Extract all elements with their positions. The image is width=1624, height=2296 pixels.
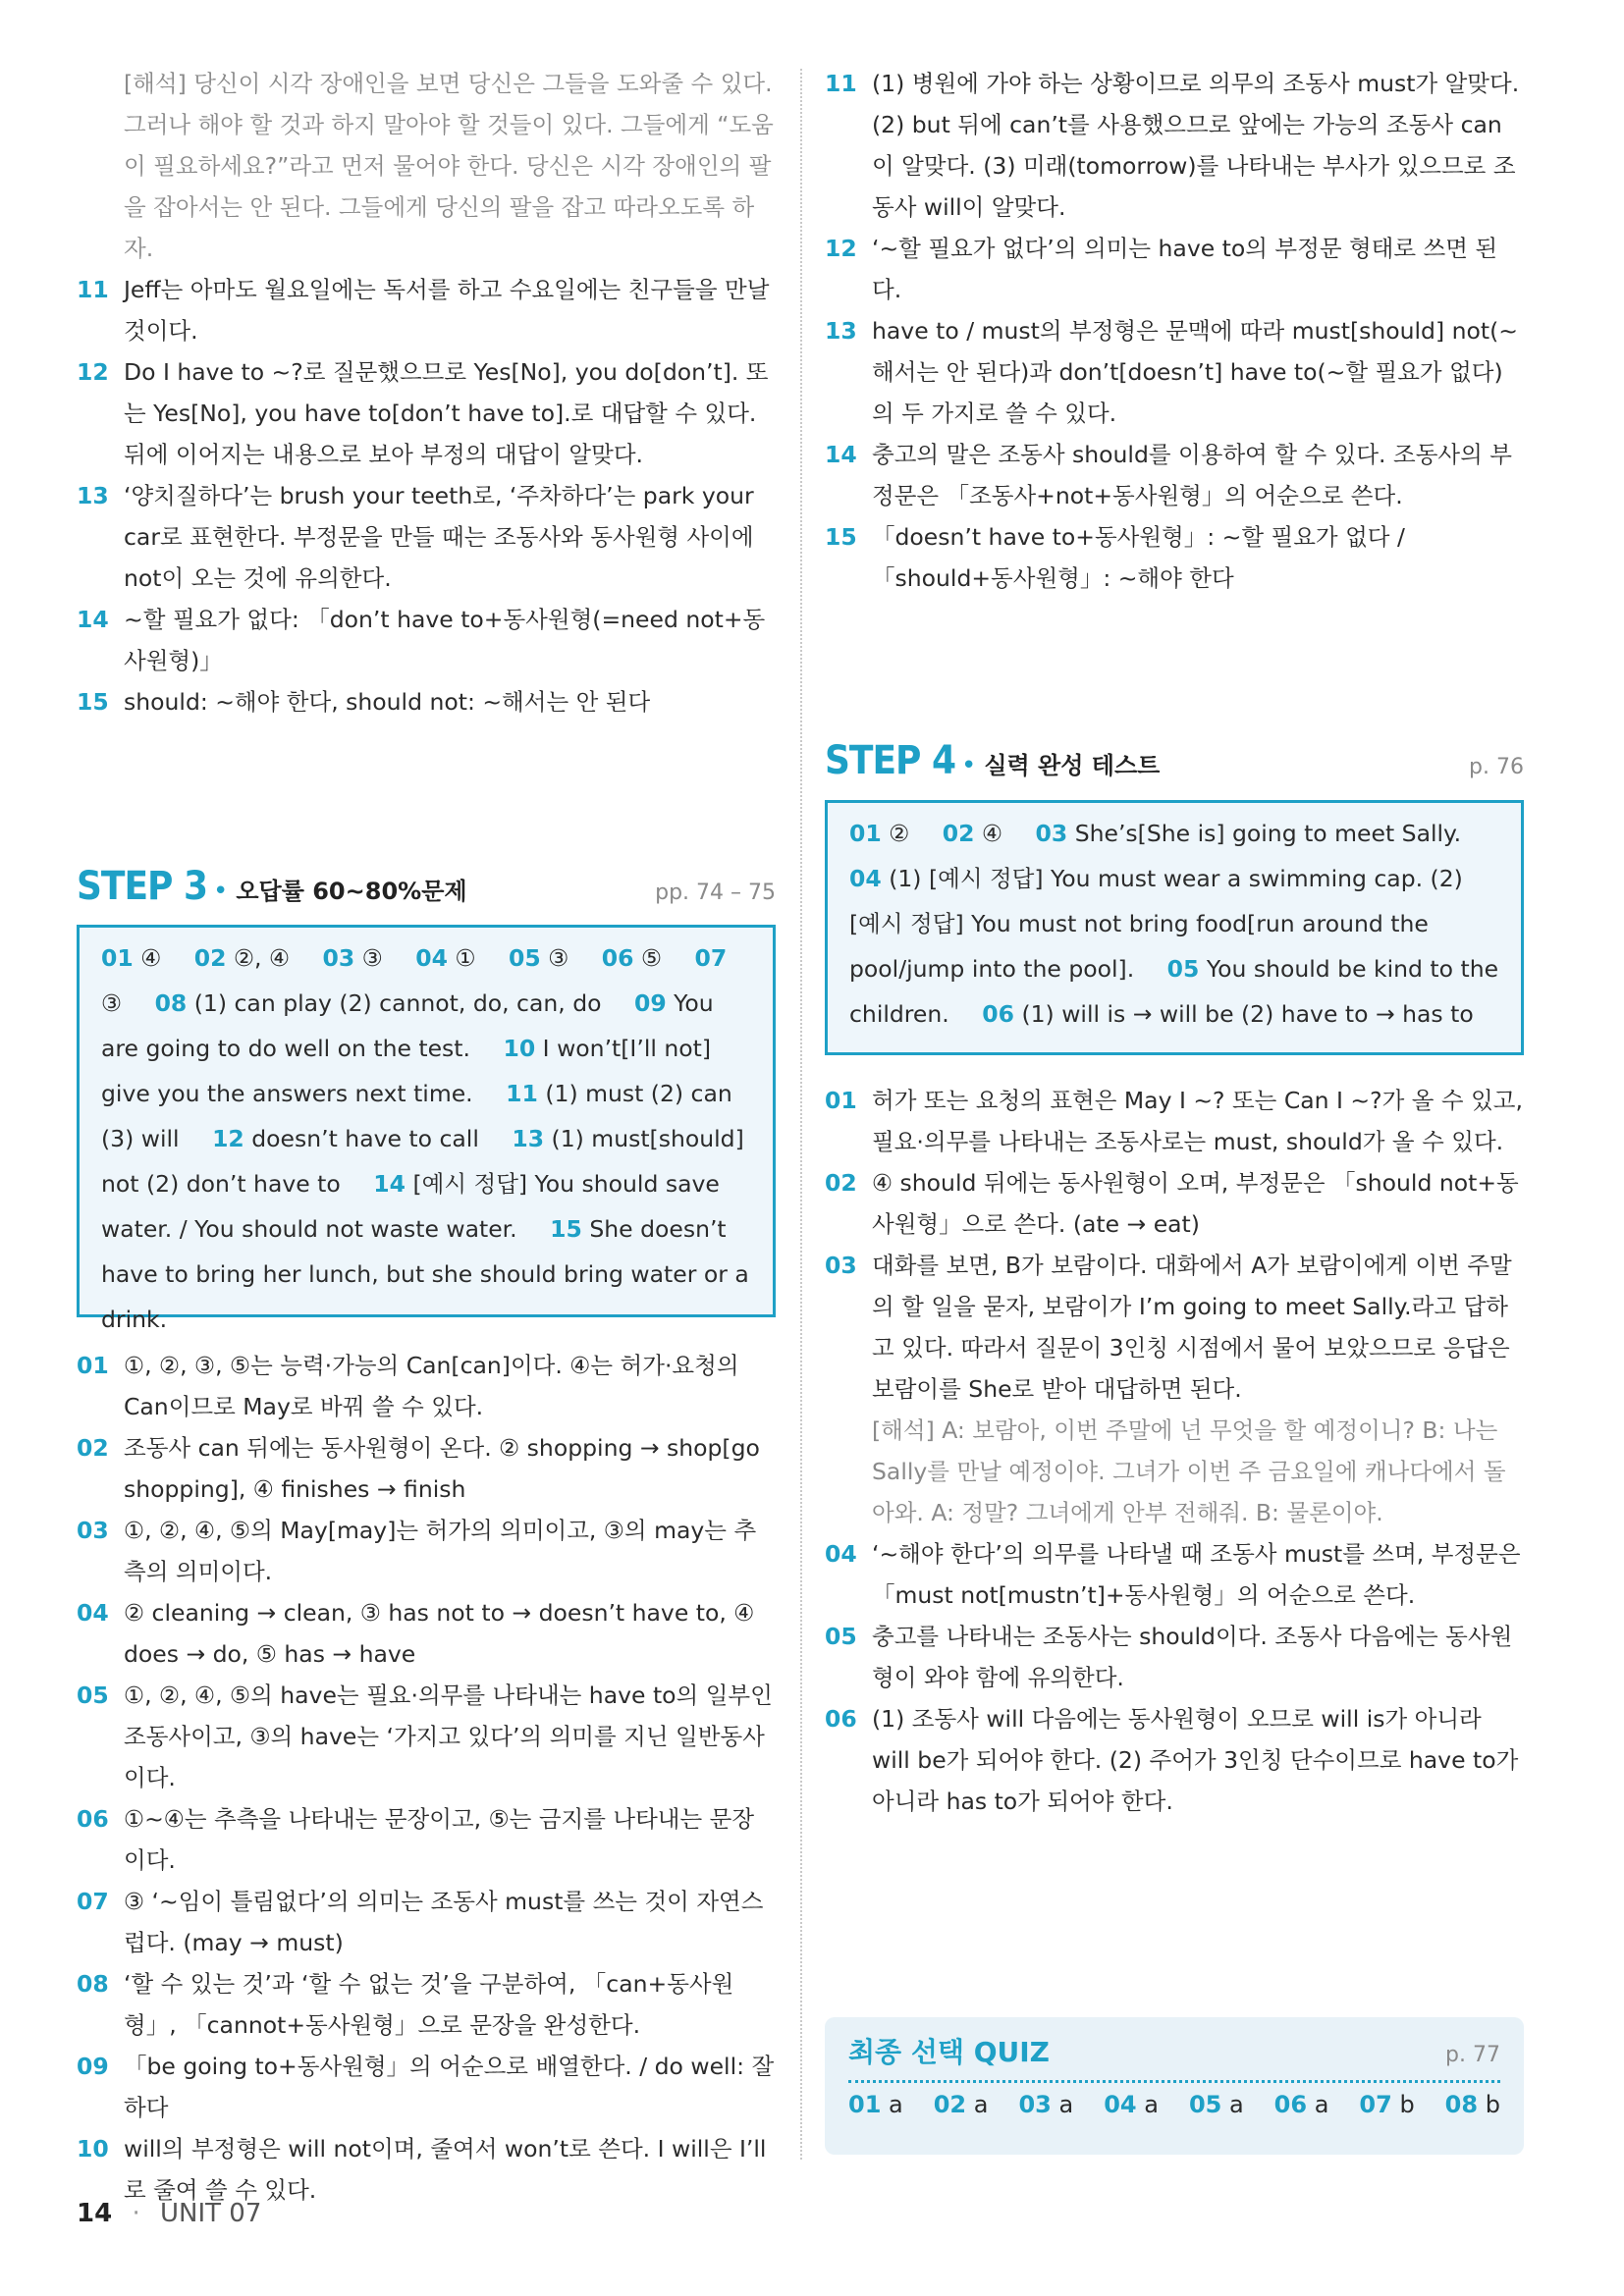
item-number: 04	[825, 1540, 857, 1568]
answer-item	[849, 820, 909, 847]
answer-text: ③	[548, 944, 569, 972]
answer-item	[943, 820, 1002, 847]
step3-subtitle: 오답률 60~80%문제	[236, 878, 467, 905]
quiz-item	[1018, 2091, 1073, 2118]
answer-number: 15	[550, 1215, 582, 1243]
item-text: ④ should 뒤에는 동사원형이 오며, 부정문은 「should not+동사원형」으로 쓴다. (ate → eat)	[872, 1169, 1519, 1238]
answer-item	[101, 944, 161, 972]
item-text: 충고를 나타내는 조동사는 should이다. 조동사 다음에는 동사원형이 와야 함에 유의한다.	[872, 1623, 1513, 1691]
answer-number: 13	[512, 1125, 545, 1152]
explanation-item	[825, 1533, 1524, 1616]
quiz-item	[1445, 2091, 1500, 2118]
explanation-item	[825, 1080, 1524, 1162]
quiz-number: 01	[848, 2091, 882, 2118]
column-divider	[800, 69, 802, 2160]
explanation-item	[825, 1162, 1524, 1245]
answer-number: 03	[322, 944, 355, 972]
answer-number: 14	[373, 1170, 406, 1198]
item-text: 「be going to+동사원형」의 어순으로 배열한다. / do well: 잘 하다	[124, 2053, 775, 2121]
item-number: 05	[825, 1623, 857, 1650]
explanation-item	[77, 1963, 776, 2046]
answer-number: 05	[509, 944, 541, 972]
item-text: ③ ‘~임이 틀림없다’의 의미는 조동사 must를 쓰는 것이 자연스럽다. (may → must)	[124, 1888, 764, 1956]
item-text: (1) 병원에 가야 하는 상황이므로 의무의 조동사 must가 알맞다. (2) but 뒤에 can’t를 사용했으므로 앞에는 가능의 조동사 can이 알맞다. (3) 미래(tomorrow)를 나타내는 부사가 있으므로 조동사 will이 알맞다.	[872, 70, 1520, 221]
bullet-icon: •	[960, 751, 977, 780]
item-text: 「doesn’t have to+동사원형」: ~할 필요가 없다 / 「should+동사원형」: ~해야 한다	[872, 523, 1405, 592]
step4-answer-box	[825, 800, 1524, 1055]
answer-text: (1) must (2) can (3) will	[101, 1080, 732, 1152]
answer-item	[323, 944, 383, 972]
answer-number: 05	[1166, 955, 1200, 983]
item-text: will의 부정형은 will not이며, 줄여서 won’t로 쓴다. I will은 I’ll로 줄여 쓸 수 있다.	[124, 2135, 767, 2204]
answer-text: (1) must[should] not (2) don’t have to	[101, 1125, 744, 1198]
item-number: 05	[77, 1682, 109, 1709]
item-text: 충고의 말은 조동사 should를 이용하여 할 수 있다. 조동사의 부정문은 「조동사+not+동사원형」의 어순으로 쓴다.	[872, 441, 1512, 509]
item-number: 04	[77, 1599, 109, 1627]
translation-note: [해석] 당신이 시각 장애인을 보면 당신은 그들을 도와줄 수 있다. 그러나 해야 할 것과 하지 말아야 할 것들이 있다. 그들에게 “도움이 필요하세요?”라고 먼저 물어야 한다. 당신은 시각 장애인의 팔을 잡아서는 안 된다. 그들에게 당신의 팔을 잡고 따라오도록 하자.	[124, 70, 774, 262]
explanation-item	[77, 1510, 776, 1592]
item-text: 대화를 보면, B가 보람이다. 대화에서 A가 보람이에게 이번 주말의 할 일을 묻자, 보람이가 I’m going to meet Sally.라고 답하고 있다. 따라서 질문이 3인칭 시점에서 물어 보았으므로 응답은 보람이를 She로 받아 대답하면 된다.	[872, 1252, 1512, 1403]
answer-number: 06	[601, 944, 634, 972]
quiz-item	[1189, 2091, 1244, 2118]
answer-text: ④	[140, 944, 162, 972]
quiz-answer: a	[1058, 2091, 1074, 2118]
quiz-title: 최종 선택 QUIZ	[848, 2036, 1050, 2068]
item-text: ①, ②, ③, ⑤는 능력·가능의 Can[can]이다. ④는 허가·요청의 Can이므로 May로 바꿔 쓸 수 있다.	[124, 1352, 739, 1420]
answer-number: 08	[154, 989, 188, 1017]
item-text: ~할 필요가 없다: 「don’t have to+동사원형(=need not+동사원형)」	[124, 606, 766, 674]
answer-text: (1) can play (2) cannot, do, can, do	[193, 989, 602, 1017]
explanation-item	[825, 516, 1524, 599]
answer-text: I won’t[I’ll not] give you the answers next time.	[101, 1035, 711, 1107]
answer-number: 02	[942, 820, 975, 847]
answer-item	[194, 944, 290, 972]
item-number: 13	[77, 482, 109, 509]
item-number: 11	[825, 70, 857, 97]
quiz-page-ref: p. 77	[1445, 2043, 1500, 2067]
item-number: 03	[77, 1517, 109, 1544]
answer-item	[155, 989, 602, 1017]
answer-number: 09	[633, 989, 667, 1017]
item-text: ‘양치질하다’는 brush your teeth로, ‘주차하다’는 park your car로 표현한다. 부정문을 만들 때는 조동사와 동사원형 사이에 not이 오는 것에 유의한다.	[124, 482, 754, 592]
item-text: ‘~할 필요가 없다’의 의미는 have to의 부정문 형태로 쓰면 된다.	[872, 235, 1498, 303]
answer-item	[1036, 820, 1462, 847]
answer-text: You are going to do well on the test.	[101, 989, 714, 1062]
quiz-number: 08	[1444, 2091, 1479, 2118]
explanation-item	[77, 1881, 776, 1963]
item-number: 11	[77, 276, 109, 303]
answer-text: ①	[455, 944, 476, 972]
item-number: 14	[825, 441, 857, 468]
answer-number: 04	[849, 865, 882, 892]
item-text: ② cleaning → clean, ③ has not to → doesn’t have to, ④ does → do, ⑤ has → have	[124, 1599, 755, 1668]
answer-text: (1) [예시 정답] You must wear a swimming cap. (2) [예시 정답] You must not bring food[run around the pool/jump into the pool].	[849, 865, 1463, 983]
answer-text: [예시 정답] You should save water. / You should not waste water.	[101, 1170, 720, 1243]
quiz-number: 05	[1188, 2091, 1222, 2118]
item-number: 12	[825, 235, 857, 262]
answer-text: ④	[981, 820, 1003, 847]
footer-dot: ·	[132, 2199, 140, 2228]
final-quiz-box	[825, 2017, 1524, 2155]
item-number: 07	[77, 1888, 109, 1915]
quiz-answers	[848, 2091, 1500, 2118]
quiz-answer: b	[1485, 2091, 1500, 2118]
item-number: 06	[77, 1805, 109, 1833]
answer-text: (1) will is → will be (2) have to → has to	[1021, 1000, 1474, 1028]
item-text: ①~④는 추측을 나타내는 문장이고, ⑤는 금지를 나타내는 문장이다.	[124, 1805, 755, 1874]
item-number: 15	[77, 688, 109, 716]
item-text: ①, ②, ④, ⑤의 have는 필요·의무를 나타내는 have to의 일부인 조동사이고, ③의 have는 ‘가지고 있다’의 의미를 지닌 일반동사이다.	[124, 1682, 773, 1791]
item-text: 허가 또는 요청의 표현은 May I ~? 또는 Can I ~?가 올 수 있고, 필요·의무를 나타내는 조동사로는 must, should가 올 수 있다.	[872, 1087, 1523, 1155]
step4-subtitle: 실력 완성 테스트	[984, 752, 1161, 779]
step3-explanations	[77, 1345, 776, 2211]
quiz-answer: a	[973, 2091, 989, 2118]
right-column-top	[825, 63, 1524, 599]
answer-number: 01	[849, 820, 882, 847]
step4-header	[825, 738, 1524, 783]
item-text: ①, ②, ④, ⑤의 May[may]는 허가의 의미이고, ③의 may는 추측의 의미이다.	[124, 1517, 757, 1585]
explanation-item	[825, 434, 1524, 516]
quiz-number: 07	[1359, 2091, 1392, 2118]
item-number: 14	[77, 606, 109, 633]
explanation-item	[825, 63, 1524, 228]
explanation-item	[77, 1427, 776, 1510]
answer-text: doesn’t have to call	[251, 1125, 479, 1152]
answer-number: 10	[503, 1035, 536, 1062]
item-number: 03	[825, 1252, 857, 1279]
item-number: 06	[825, 1705, 857, 1733]
quiz-item	[934, 2091, 989, 2118]
item-number: 08	[77, 1970, 109, 1998]
answer-text: ②, ④	[233, 944, 291, 972]
left-top-items	[77, 269, 776, 722]
explanation-item	[825, 1698, 1524, 1822]
item-number: 01	[77, 1352, 109, 1379]
explanation-item	[77, 1345, 776, 1427]
item-number: 09	[77, 2053, 109, 2080]
answer-number: 03	[1035, 820, 1068, 847]
explanation-item	[77, 1675, 776, 1798]
item-text: ‘~해야 한다’의 의무를 나타낼 때 조동사 must를 쓰며, 부정문은 「must not[mustn’t]+동사원형」의 어순으로 쓴다.	[872, 1540, 1521, 1609]
unit-label: UNIT 07	[159, 2199, 262, 2228]
explanation-item	[77, 2046, 776, 2128]
quiz-item	[1359, 2091, 1414, 2118]
explanation-item	[825, 1616, 1524, 1698]
item-number: 10	[77, 2135, 109, 2163]
explanation-item	[77, 1798, 776, 1881]
quiz-answer: a	[1228, 2091, 1244, 2118]
quiz-number: 02	[933, 2091, 967, 2118]
explanation-item	[77, 475, 776, 599]
answer-number: 06	[982, 1000, 1014, 1028]
answer-text: ②	[889, 820, 910, 847]
explanation-item	[77, 681, 776, 722]
answer-text: You should be kind to the children.	[849, 955, 1499, 1028]
step4-expl-group	[825, 1080, 1524, 1410]
item-text: Do I have to ~?로 질문했으므로 Yes[No], you do[don’t]. 또는 Yes[No], you have to[don’t have to].로 대답할 수 있다. 뒤에 이어지는 내용으로 보아 부정의 대답이 알맞다.	[124, 358, 769, 468]
translation-note: [해석] A: 보람아, 이번 주말에 넌 무엇을 할 예정이니? B: 나는 Sally를 만날 예정이야. 그녀가 이번 주 금요일에 캐나다에서 돌아와. A: 정말? 그녀에게 안부 전해줘. B: 물론이야.	[872, 1416, 1506, 1526]
item-number: 13	[825, 317, 857, 345]
explanation-item	[825, 228, 1524, 310]
explanation-item	[77, 351, 776, 475]
quiz-dotted-rule	[848, 2080, 1500, 2083]
answer-number: 01	[101, 944, 134, 972]
quiz-answer: b	[1399, 2091, 1415, 2118]
answer-item	[602, 944, 662, 972]
quiz-answer: a	[1314, 2091, 1329, 2118]
page-number: 14	[77, 2199, 113, 2228]
item-text: Jeff는 아마도 월요일에는 독서를 하고 수요일에는 친구들을 만날 것이다.	[124, 276, 770, 345]
item-text: 조동사 can 뒤에는 동사원형이 온다. ② shopping → shop[go shopping], ④ finishes → finish	[124, 1434, 760, 1503]
quiz-number: 06	[1273, 2091, 1308, 2118]
answer-text: ③	[361, 944, 383, 972]
answer-text: ③	[101, 989, 123, 1017]
step4-expl-group	[825, 1533, 1524, 1822]
quiz-item	[1274, 2091, 1329, 2118]
item-number: 12	[77, 358, 109, 386]
item-number: 02	[825, 1169, 857, 1197]
step4-explanations	[825, 1080, 1524, 1822]
quiz-answer: a	[889, 2091, 903, 2118]
left-column-top	[77, 63, 776, 722]
quiz-item	[1104, 2091, 1159, 2118]
step3-page-ref: pp. 74 – 75	[655, 881, 776, 905]
step4-answers	[849, 811, 1499, 1037]
answer-item	[212, 1125, 479, 1152]
answer-text: She’s[She is] going to meet Sally.	[1074, 820, 1462, 847]
step3-answers	[101, 935, 751, 1342]
explanation-item	[77, 269, 776, 351]
step3-label: STEP 3	[77, 864, 207, 909]
answer-number: 12	[212, 1125, 244, 1152]
answer-item	[415, 944, 475, 972]
item-number: 15	[825, 523, 857, 551]
answer-number: 11	[506, 1080, 538, 1107]
explanation-item	[77, 1592, 776, 1675]
explanation-item	[825, 1245, 1524, 1410]
step3-answer-box	[77, 925, 776, 1333]
explanation-item	[825, 310, 1524, 434]
quiz-item	[848, 2091, 903, 2118]
answer-item	[509, 944, 568, 972]
answer-text: She doesn’t have to bring her lunch, but she should bring water or a drink.	[101, 1215, 749, 1333]
quiz-number: 04	[1104, 2091, 1137, 2118]
item-text: ‘할 수 있는 것’과 ‘할 수 없는 것’을 구분하여, 「can+동사원형」, 「cannot+동사원형」으로 문장을 완성한다.	[124, 1970, 734, 2039]
answer-number: 07	[694, 944, 728, 972]
item-number: 02	[77, 1434, 109, 1462]
answer-number: 04	[415, 944, 448, 972]
answer-number: 02	[193, 944, 227, 972]
bullet-icon: •	[212, 877, 229, 906]
page-footer	[77, 2199, 261, 2228]
quiz-number: 03	[1018, 2091, 1052, 2118]
item-text: (1) 조동사 will 다음에는 동사원형이 오므로 will is가 아니라 will be가 되어야 한다. (2) 주어가 3인칭 단수이므로 have to가 아니라 has to가 되어야 한다.	[872, 1705, 1519, 1815]
answer-item	[982, 1000, 1473, 1028]
step3-header	[77, 864, 776, 909]
item-text: have to / must의 부정형은 문맥에 따라 must[should] not(~해서는 안 된다)과 don’t[doesn’t] have to(~할 필요가 없다)의 두 가지로 쓸 수 있다.	[872, 317, 1518, 427]
item-number: 01	[825, 1087, 857, 1114]
item-text: should: ~해야 한다, should not: ~해서는 안 된다	[124, 688, 651, 716]
answer-text: ⑤	[640, 944, 663, 972]
step4-page-ref: p. 76	[1469, 755, 1524, 779]
step4-label: STEP 4	[825, 738, 955, 783]
quiz-answer: a	[1144, 2091, 1159, 2118]
explanation-item	[77, 599, 776, 681]
